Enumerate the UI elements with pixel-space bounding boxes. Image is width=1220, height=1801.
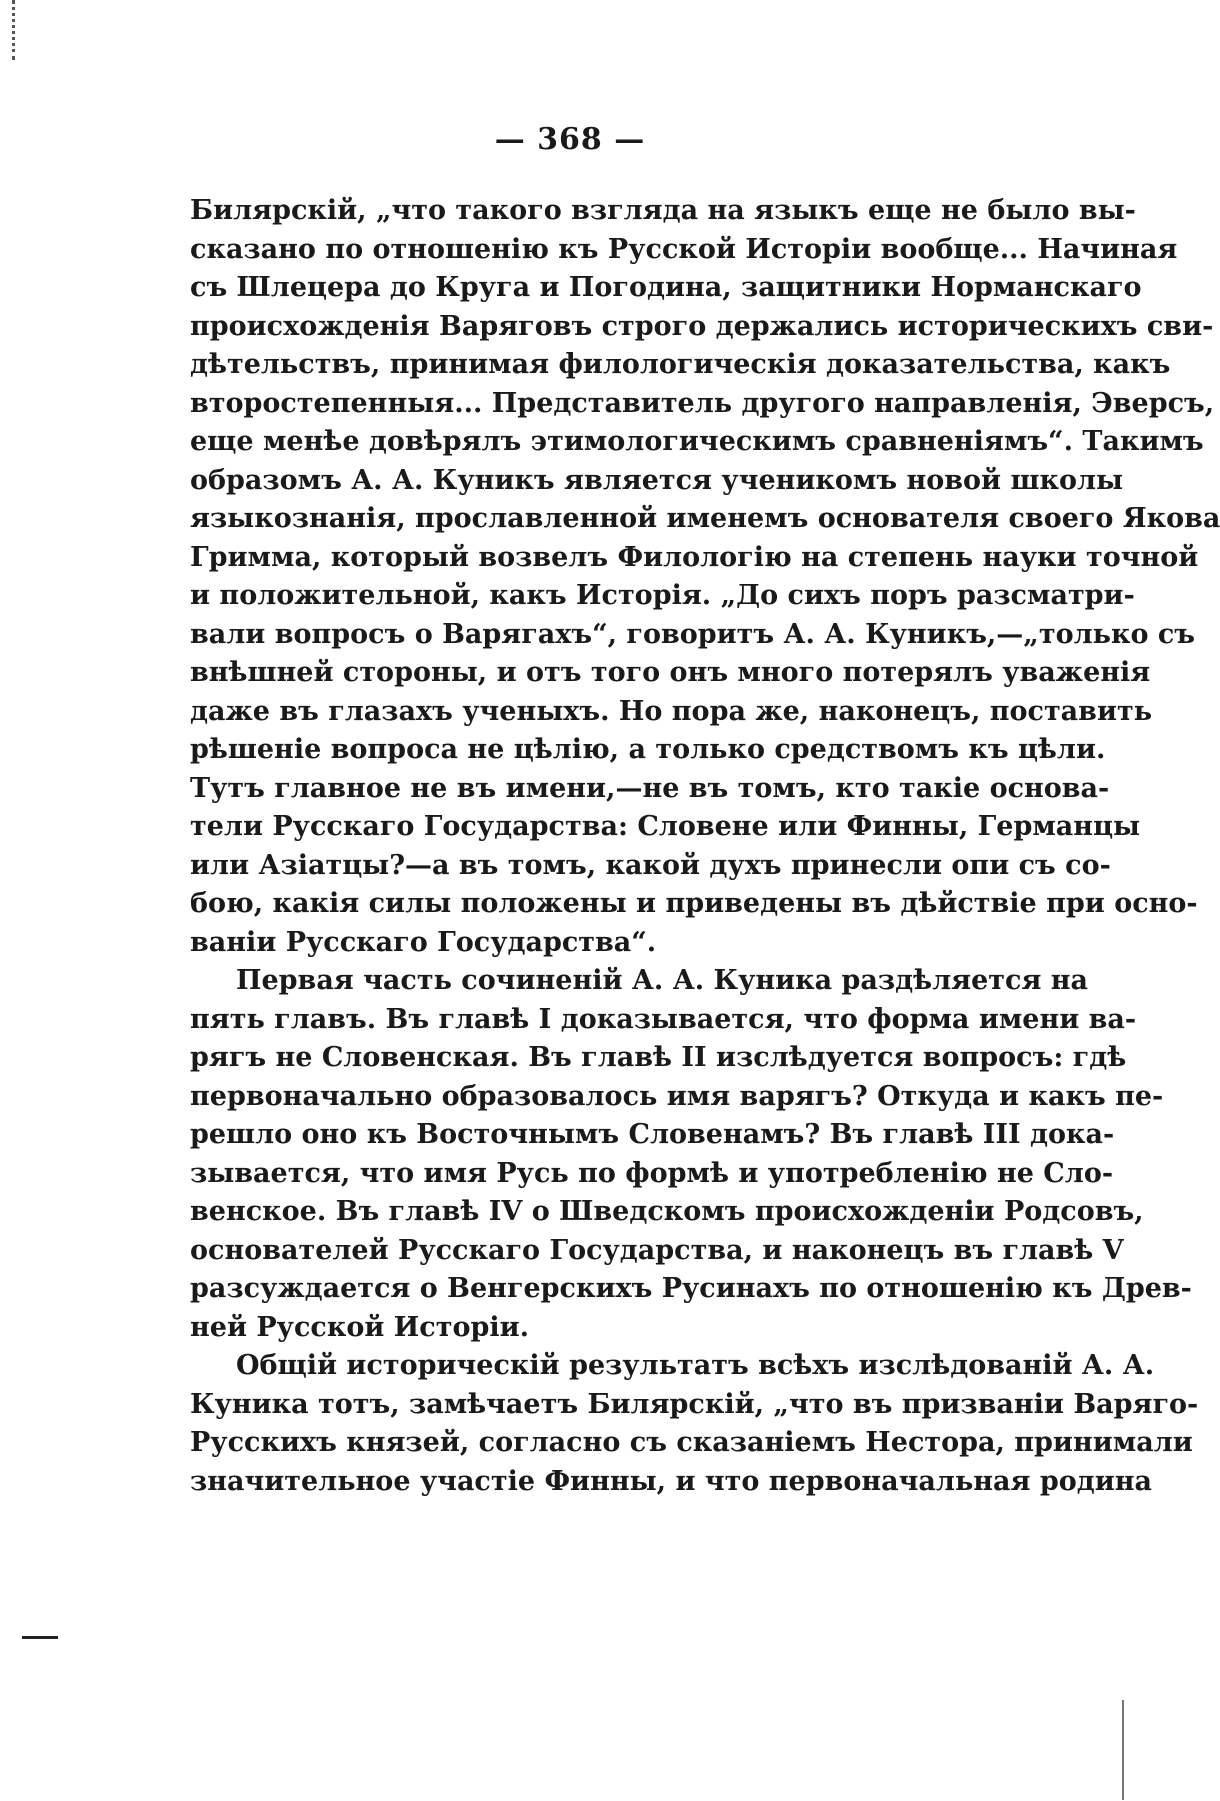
text-line: второстепенныя... Представитель другого направленія, Эверсъ,: [190, 387, 1215, 419]
text-line: венское. Въ главѣ IV о Шведскомъ происхожденіи Родсовъ,: [190, 1196, 1144, 1227]
text-line: рѣшеніе вопроса не цѣлію, а только средствомъ къ цѣли.: [190, 734, 1106, 765]
scan-edge-line: [1122, 1700, 1124, 1800]
text-line: ней Русской Исторіи.: [190, 1311, 530, 1343]
text-line: или Азіатцы?—а въ томъ, какой духъ принесли опи съ со-: [190, 849, 1111, 881]
text-line: Билярскій, „что такого взгляда на языкъ еще не было вы-: [190, 195, 1136, 226]
text-line: даже въ глазахъ ученыхъ. Но пора же, наконецъ, поставить: [190, 695, 1153, 727]
body-text: [190, 192, 1220, 1501]
page-number: — 368 —: [494, 122, 646, 157]
text-line: Русскихъ князей, согласно съ сказаніемъ Нестора, принимали: [190, 1427, 1193, 1458]
text-line: Общій историческій результатъ всѣхъ изслѣдованій А. А.: [236, 1350, 1155, 1381]
text-line: внѣшней стороны, и отъ того онъ много потерялъ уваженія: [190, 657, 1151, 688]
text-line: происхожденія Варяговъ строго держались историческихъ сви-: [190, 310, 1214, 342]
text-line: языкознанія, прославленной именемъ основателя своего Якова: [190, 503, 1220, 534]
text-line: рягъ не Словенская. Въ главѣ II изслѣдуется вопросъ: гдѣ: [190, 1042, 1127, 1073]
paragraph-2: [190, 962, 1192, 1347]
text-line: Гримма, который возвелъ Филологію на степень науки точной: [190, 541, 1199, 573]
text-line: и положительной, какъ Исторія. „До сихъ поръ разсматри-: [190, 580, 1135, 611]
text-line: Первая часть сочиненій А. А. Куника раздѣляется на: [236, 965, 1089, 996]
text-line: основателей Русскаго Государства, и наконецъ въ главѣ V: [190, 1234, 1124, 1266]
text-line: решло оно къ Восточнымъ Словенамъ? Въ главѣ III дока-: [190, 1119, 1115, 1150]
text-line: зывается, что имя Русь по формѣ и употребленію не Сло-: [190, 1157, 1114, 1189]
text-line: еще менѣе довѣрялъ этимологическимъ сравненіямъ“. Такимъ: [190, 426, 1204, 457]
scan-margin-mark: [22, 1636, 58, 1639]
text-line: тели Русскаго Государства: Словене или Финны, Германцы: [190, 811, 1141, 842]
text-line: съ Шлецера до Круга и Погодина, защитники Норманскаго: [190, 272, 1142, 303]
paragraph-1: [190, 192, 1220, 962]
text-line: бою, какія силы положены и приведены въ дѣйствіе при осно-: [190, 888, 1198, 919]
text-line: дѣтельствъ, принимая филологическія доказательства, какъ: [190, 349, 1171, 380]
text-line: разсуждается о Венгерскихъ Русинахъ по отношенію къ Древ-: [190, 1273, 1192, 1304]
paragraph-3: [190, 1347, 1199, 1501]
text-line: сказано по отношенію къ Русской Исторіи вообще... Начиная: [190, 233, 1178, 265]
scan-edge-dots: [12, 0, 18, 60]
text-line: первоначально образовалось имя варягъ? Откуда и какъ пе-: [190, 1080, 1164, 1112]
text-line: Тутъ главное не въ имени,—не въ томъ, кто такіе основа-: [190, 772, 1110, 804]
text-line: вали вопросъ о Варягахъ“, говоритъ А. А. Куникъ,—„только съ: [190, 618, 1195, 650]
text-line: образомъ А. А. Куникъ является ученикомъ новой школы: [190, 464, 1124, 496]
text-line: значительное участіе Финны, и что первоначальная родина: [190, 1465, 1153, 1497]
text-line: ваніи Русскаго Государства“.: [190, 926, 657, 958]
text-line: пять главъ. Въ главѣ I доказывается, что форма имени ва-: [190, 1003, 1137, 1035]
text-line: Куника тотъ, замѣчаетъ Билярскій, „что въ призваніи Варяго-: [190, 1388, 1199, 1420]
